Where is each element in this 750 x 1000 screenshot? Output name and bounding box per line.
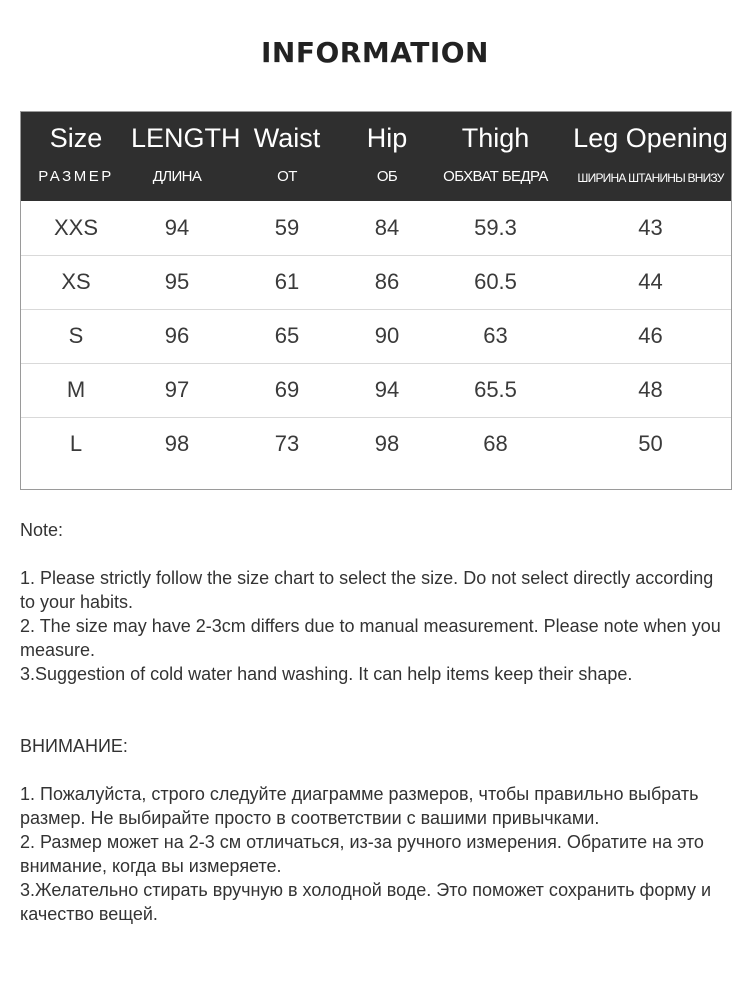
note-heading-en: Note: — [20, 520, 64, 540]
note-item-en: 1. Please strictly follow the size chart to select the size. Do not select directly according to your habits. — [20, 568, 714, 612]
size-chart-table — [20, 111, 732, 490]
table-body — [21, 201, 731, 489]
header-length — [131, 112, 241, 201]
cell-size: XS — [61, 269, 91, 294]
header-thigh-label: Thigh — [461, 123, 530, 153]
cell-thigh: 60.5 — [474, 269, 517, 294]
cell-waist: 69 — [274, 377, 300, 402]
note-heading-ru: ВНИМАНИЕ: — [20, 736, 128, 756]
page-title: INFORMATION — [261, 36, 489, 69]
note-item-en: 3.Suggestion of cold water hand washing. It can help items keep their shape. — [20, 664, 633, 684]
header-leg-opening-label: Leg Opening — [573, 123, 728, 153]
header-leg-opening — [568, 112, 733, 201]
note-item-en: 2. The size may have 2-3cm differs due to manual measurement. Please note when you measure. — [20, 616, 721, 660]
cell-leg-opening: 43 — [638, 215, 663, 240]
header-waist-label: Waist — [253, 123, 321, 153]
cell-size: M — [66, 377, 86, 402]
header-waist-sublabel: ОТ — [277, 168, 297, 185]
cell-waist: 61 — [274, 269, 300, 294]
table-header — [21, 112, 731, 201]
table-row — [21, 309, 731, 364]
header-size — [21, 112, 131, 201]
cell-thigh: 63 — [483, 323, 508, 348]
header-length-sublabel: ДЛИНА — [152, 168, 202, 185]
cell-hip: 84 — [374, 215, 400, 240]
header-thigh-sublabel: ОБХВАТ БЕДРА — [443, 168, 548, 185]
cell-thigh: 65.5 — [474, 377, 517, 402]
header-hip-label: Hip — [366, 123, 408, 153]
cell-leg-opening: 50 — [638, 431, 663, 456]
cell-length: 96 — [164, 323, 190, 348]
cell-length: 97 — [164, 377, 190, 402]
cell-size: S — [68, 323, 84, 348]
cell-hip: 86 — [374, 269, 400, 294]
cell-leg-opening: 44 — [638, 269, 663, 294]
cell-leg-opening: 46 — [638, 323, 663, 348]
cell-length: 94 — [164, 215, 190, 240]
header-hip-sublabel: ОБ — [376, 168, 398, 185]
table-row — [21, 363, 731, 418]
cell-hip: 94 — [374, 377, 400, 402]
cell-size: L — [69, 431, 83, 456]
cell-leg-opening: 48 — [638, 377, 663, 402]
table-row — [21, 417, 731, 471]
cell-length: 98 — [164, 431, 190, 456]
cell-waist: 73 — [274, 431, 300, 456]
cell-waist: 65 — [274, 323, 300, 348]
table-row — [21, 201, 731, 256]
cell-size: XXS — [53, 215, 99, 240]
header-waist — [223, 112, 351, 201]
cell-waist: 59 — [274, 215, 300, 240]
header-size-sublabel: РАЗМЕР — [38, 168, 114, 185]
cell-thigh: 59.3 — [474, 215, 517, 240]
table-row — [21, 255, 731, 310]
header-hip — [351, 112, 423, 201]
header-leg-opening-sublabel: ШИРИНА ШТАНИНЫ ВНИЗУ — [577, 171, 724, 185]
note-item-ru: 2. Размер может на 2-3 см отличаться, из-за ручного измерения. Обратите на это внимание, когда вы измеряете. — [20, 832, 704, 876]
note-item-ru: 3.Желательно стирать вручную в холодной воде. Это поможет сохранить форму и качество вещей. — [20, 880, 712, 924]
header-length-label: LENGTH — [131, 123, 241, 153]
cell-hip: 98 — [374, 431, 400, 456]
note-item-ru: 1. Пожалуйста, строго следуйте диаграмме размеров, чтобы правильно выбрать размер. Не выбирайте просто в соответствии с вашими привычками. — [20, 784, 699, 828]
cell-length: 95 — [164, 269, 190, 294]
cell-hip: 90 — [374, 323, 400, 348]
header-thigh — [423, 112, 568, 201]
notes-section — [20, 518, 732, 926]
cell-thigh: 68 — [483, 431, 508, 456]
header-size-label: Size — [49, 123, 103, 153]
